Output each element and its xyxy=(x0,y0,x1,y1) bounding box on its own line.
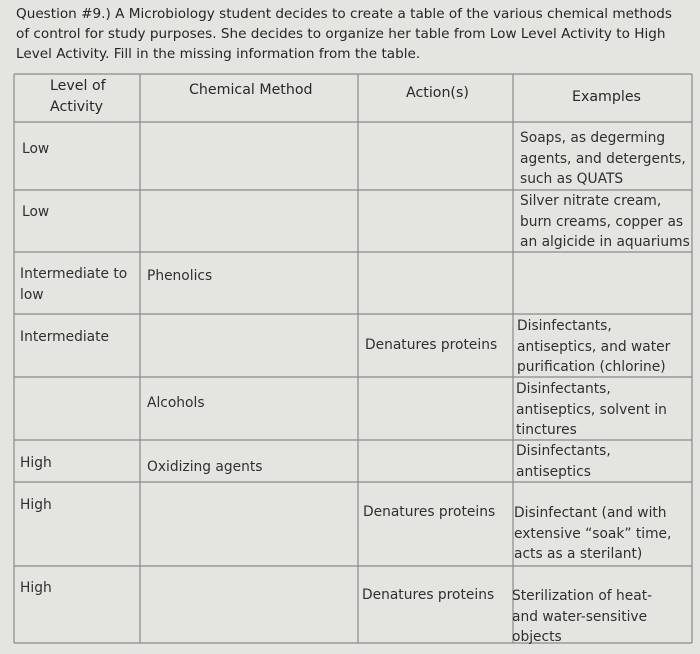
header-action: Action(s) xyxy=(406,85,469,101)
question-text: Question #9.) A Microbiology student decides to create a table of the various chemical methods of control for study purposes. She decides to organize her table from Low Level Activity to High Level Activity. Fill in the missing information from the table. xyxy=(16,6,672,62)
row-7-level: High xyxy=(20,497,52,513)
row-6-method: Oxidizing agents xyxy=(147,459,263,475)
row-2-level: Low xyxy=(22,204,50,220)
row-6-examples: Disinfectants, antiseptics xyxy=(516,443,611,480)
row-8-level: High xyxy=(20,580,52,596)
row-1-examples: Soaps, as degerming agents, and detergents, such as QUATS xyxy=(520,130,686,187)
header-level: Level of Activity xyxy=(50,78,106,115)
header-method: Chemical Method xyxy=(189,82,313,98)
row-6-level: High xyxy=(20,455,52,471)
row-8-examples: Sterilization of heat-and water-sensitive objects xyxy=(512,588,653,645)
row-3-level: Intermediate to low xyxy=(20,266,128,303)
header-examples: Examples xyxy=(572,89,641,105)
row-1-level: Low xyxy=(22,141,50,157)
row-5-examples: Disinfectants, antiseptics, solvent in tinctures xyxy=(516,381,667,438)
row-5-method: Alcohols xyxy=(147,395,205,411)
row-7-examples: Disinfectant (and with extensive “soak” time, acts as a sterilant) xyxy=(514,505,672,562)
row-4-examples: Disinfectants, antiseptics, and water purification (chlorine) xyxy=(517,318,671,375)
row-2-examples: Silver nitrate cream, burn creams, copper as an algicide in aquariums xyxy=(520,193,690,250)
row-3-method: Phenolics xyxy=(147,268,213,284)
row-8-action: Denatures proteins xyxy=(362,587,495,603)
row-7-action: Denatures proteins xyxy=(363,504,496,520)
row-4-level: Intermediate xyxy=(20,329,110,345)
row-4-action: Denatures proteins xyxy=(365,337,498,353)
